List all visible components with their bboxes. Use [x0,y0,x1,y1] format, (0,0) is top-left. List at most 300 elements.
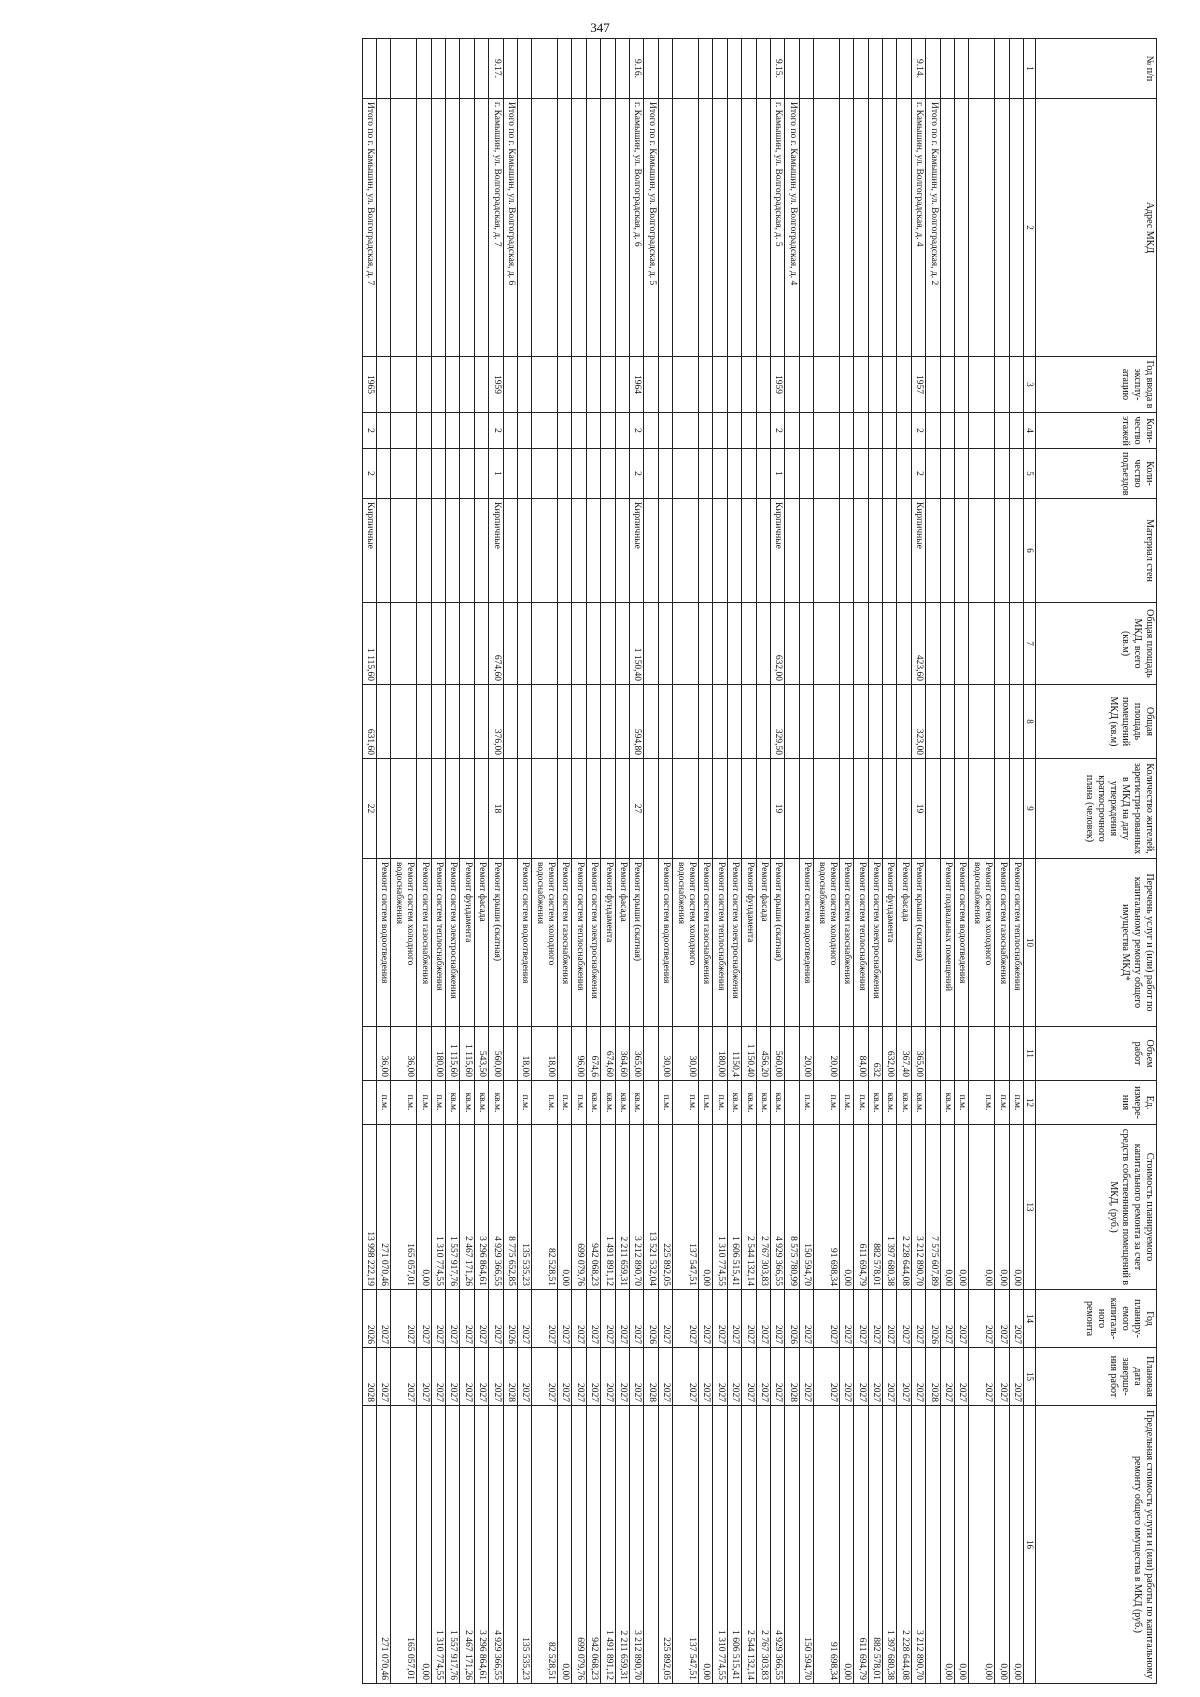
cell-col-1 [854,39,868,99]
cell-col-4 [517,413,531,449]
cell-col-11: 30,00 [658,1027,672,1081]
cell-col-6 [1009,499,1023,603]
cell-col-13: 0,00 [417,1125,431,1290]
cell-col-7 [644,603,658,685]
cell-col-9: 27 [630,759,644,859]
cell-col-6: Кирпичные [362,499,376,603]
column-header-9: Количество жителей, зарегистри-рованных в МКД на дату утверждения краткосрочного плана (человек) [1036,759,1157,859]
cell-col-13: 150 594,70 [799,1125,813,1290]
cell-col-13: 0,00 [699,1125,713,1290]
cell-col-5 [474,449,488,499]
cell-col-10: Ремонт фундамента [460,859,474,1027]
cell-col-4 [897,413,911,449]
cell-col-7 [503,603,517,685]
cell-col-1 [742,39,756,99]
cell-col-2 [615,99,629,357]
cell-col-6 [727,499,741,603]
cell-col-14: 2027 [713,1290,727,1348]
table-row [460,39,474,1684]
cell-col-13: 942 068,23 [586,1125,600,1290]
cell-col-11 [362,1027,376,1081]
cell-col-13: 3 212 890,70 [911,1125,925,1290]
cell-col-9 [673,759,699,859]
cell-col-5 [503,449,517,499]
cell-col-2 [558,99,572,357]
cell-col-3 [883,357,897,413]
cell-col-15: 2027 [770,1348,784,1406]
cell-col-15: 2027 [727,1348,741,1406]
cell-col-12: кв.м. [460,1081,474,1125]
cell-col-12: п.м. [969,1081,995,1125]
cell-col-16: 3 212 890,70 [630,1406,644,1684]
cell-col-2 [799,99,813,357]
cell-col-12 [644,1081,658,1125]
cell-col-13: 0,00 [969,1125,995,1290]
cell-col-14: 2027 [854,1290,868,1348]
cell-col-13: 0,00 [995,1125,1009,1290]
cell-col-16: 2 228 644,08 [897,1406,911,1684]
cell-col-4 [658,413,672,449]
cell-col-9 [474,759,488,859]
cell-col-5: 1 [489,449,503,499]
cell-col-4 [727,413,741,449]
cell-col-2 [742,99,756,357]
cell-col-2 [969,99,995,357]
cell-col-6 [839,499,853,603]
cell-col-16: 1 397 680,38 [883,1406,897,1684]
column-header-16: Предельная стоимость услуги и (или) работы по капитальному ремонту общего имущества в МКД (руб.) [1036,1406,1157,1684]
cell-col-10 [785,859,799,1027]
cell-col-12: п.м. [854,1081,868,1125]
cell-col-3: 1959 [770,357,784,413]
cell-col-13: 7 575 607,89 [926,1125,940,1290]
cell-col-7: 632,00 [770,603,784,685]
cell-col-3: 1965 [362,357,376,413]
cell-col-16: 4 929 366,55 [770,1406,784,1684]
table-row [362,39,376,1684]
cell-col-9: 18 [489,759,503,859]
cell-col-8 [955,685,969,759]
table-row [727,39,741,1684]
cell-col-16 [644,1406,658,1684]
cell-col-3 [839,357,853,413]
cell-col-7 [572,603,586,685]
cell-col-8 [586,685,600,759]
cell-col-10: Ремонт систем холодного водоснабжения [814,859,840,1027]
table-row [586,39,600,1684]
cell-col-7 [926,603,940,685]
cell-col-7 [742,603,756,685]
cell-col-16: 271 070,46 [377,1406,391,1684]
cell-col-3 [558,357,572,413]
cell-col-12: кв.м. [911,1081,925,1125]
cell-col-15: 2027 [489,1348,503,1406]
cell-col-2: г. Камышин, ул. Волгоградская, д. 7 [489,99,503,357]
cell-col-6 [713,499,727,603]
cell-col-1 [897,39,911,99]
cell-col-15: 2027 [474,1348,488,1406]
column-header-13: Стоимость планируемого капитального ремонта за счет средств собственников помещений в МКД, (руб.) [1036,1125,1157,1290]
rotated-table-frame [47,38,1157,1683]
cell-col-15: 2027 [558,1348,572,1406]
cell-col-6 [868,499,882,603]
cell-col-6 [699,499,713,603]
cell-col-8 [431,685,445,759]
cell-col-13: 91 698,34 [814,1125,840,1290]
cell-col-9 [854,759,868,859]
cell-col-1 [756,39,770,99]
cell-col-16 [926,1406,940,1684]
cell-col-12: кв.м. [770,1081,784,1125]
cell-col-10: Ремонт систем электроснабжения [727,859,741,1027]
cell-col-16: 1 310 774,55 [431,1406,445,1684]
column-number-15: 15 [1024,1348,1036,1406]
cell-col-10: Ремонт систем электроснабжения [445,859,459,1027]
cell-col-14: 2027 [558,1290,572,1348]
cell-col-2 [814,99,840,357]
cell-col-14: 2027 [417,1290,431,1348]
cell-col-4 [814,413,840,449]
column-number-9: 9 [1024,759,1036,859]
cell-col-3 [814,357,840,413]
cell-col-3 [431,357,445,413]
cell-col-5 [460,449,474,499]
cell-col-11: 18,00 [532,1027,558,1081]
cell-col-8: 631,60 [362,685,376,759]
cell-col-14: 2027 [799,1290,813,1348]
cell-col-12: кв.м. [868,1081,882,1125]
cell-col-10: Ремонт систем холодного водоснабжения [969,859,995,1027]
cell-col-11 [839,1027,853,1081]
cell-col-4 [474,413,488,449]
cell-col-1 [955,39,969,99]
cell-col-12: п.м. [391,1081,417,1125]
table-row [897,39,911,1684]
cell-col-15: 2027 [883,1348,897,1406]
cell-col-11: 632 [868,1027,882,1081]
cell-col-16: 0,00 [839,1406,853,1684]
cell-col-10: Ремонт систем водоотведения [377,859,391,1027]
cell-col-16: 942 068,23 [586,1406,600,1684]
column-number-13: 13 [1024,1125,1036,1290]
cell-col-8 [474,685,488,759]
cell-col-5 [673,449,699,499]
cell-col-10: Ремонт фасада [615,859,629,1027]
cell-col-14: 2027 [630,1290,644,1348]
cell-col-13: 165 057,01 [391,1125,417,1290]
cell-col-3 [391,357,417,413]
cell-col-2 [995,99,1009,357]
cell-col-14: 2027 [969,1290,995,1348]
cell-col-7 [814,603,840,685]
cell-col-16: 0,00 [955,1406,969,1684]
cell-col-12: кв.м. [883,1081,897,1125]
table-row [658,39,672,1684]
cell-col-3 [601,357,615,413]
cell-col-6 [883,499,897,603]
cell-col-16: 0,00 [699,1406,713,1684]
cell-col-4 [785,413,799,449]
cell-col-13: 0,00 [955,1125,969,1290]
cell-col-6 [417,499,431,603]
cell-col-5 [615,449,629,499]
cell-col-9 [517,759,531,859]
cell-col-7 [995,603,1009,685]
cell-col-11 [558,1027,572,1081]
cell-col-5 [839,449,853,499]
cell-col-11 [699,1027,713,1081]
cell-col-9 [586,759,600,859]
cell-col-9 [955,759,969,859]
cell-col-16 [503,1406,517,1684]
cell-col-11: 674,6 [586,1027,600,1081]
cell-col-12 [785,1081,799,1125]
cell-col-15: 2027 [911,1348,925,1406]
cell-col-7 [799,603,813,685]
cell-col-5 [756,449,770,499]
cell-col-11: 20,00 [814,1027,840,1081]
cell-col-12: кв.м. [940,1081,954,1125]
cell-col-4 [756,413,770,449]
cell-col-7 [1009,603,1023,685]
cell-col-2 [868,99,882,357]
cell-col-4 [615,413,629,449]
cell-col-16: 150 594,70 [799,1406,813,1684]
cell-col-8 [558,685,572,759]
table-row [699,39,713,1684]
cell-col-5 [532,449,558,499]
cell-col-11: 364,60 [615,1027,629,1081]
cell-col-6 [940,499,954,603]
cell-col-11: 365,00 [911,1027,925,1081]
cell-col-11: 20,00 [799,1027,813,1081]
cell-col-15: 2028 [926,1348,940,1406]
cell-col-16: 1 310 774,55 [713,1406,727,1684]
table-row [503,39,517,1684]
cell-col-1 [586,39,600,99]
cell-col-11: 18,00 [517,1027,531,1081]
cell-col-2 [517,99,531,357]
cell-col-9 [699,759,713,859]
cell-col-14: 2027 [1009,1290,1023,1348]
cell-col-3 [517,357,531,413]
column-number-7: 7 [1024,603,1036,685]
cell-col-8 [417,685,431,759]
cell-col-3 [969,357,995,413]
column-number-5: 5 [1024,449,1036,499]
cell-col-2 [713,99,727,357]
cell-col-1 [503,39,517,99]
cell-col-16: 0,00 [995,1406,1009,1684]
cell-col-2 [699,99,713,357]
cell-col-7 [756,603,770,685]
cell-col-1 [926,39,940,99]
cell-col-5 [377,449,391,499]
cell-col-1 [445,39,459,99]
table-row [799,39,813,1684]
cell-col-10: Ремонт систем электроснабжения [586,859,600,1027]
cell-col-11: 365,00 [630,1027,644,1081]
cell-col-11: 560,00 [489,1027,503,1081]
cell-col-6 [814,499,840,603]
cell-col-6: Кирпичные [911,499,925,603]
cell-col-16: 3 212 890,70 [911,1406,925,1684]
table-row [756,39,770,1684]
table-row [601,39,615,1684]
cell-col-8 [644,685,658,759]
cell-col-9 [940,759,954,859]
cell-col-2 [839,99,853,357]
cell-col-7: 1 115,60 [362,603,376,685]
column-number-3: 3 [1024,357,1036,413]
cell-col-4 [1009,413,1023,449]
cell-col-7 [601,603,615,685]
cell-col-7 [431,603,445,685]
cell-col-13: 271 070,46 [377,1125,391,1290]
cell-col-4 [839,413,853,449]
cell-col-3 [727,357,741,413]
cell-col-15: 2027 [391,1348,417,1406]
column-number-4: 4 [1024,413,1036,449]
cell-col-6 [586,499,600,603]
cell-col-16: 4 929 366,55 [489,1406,503,1684]
cell-col-8: 323,00 [911,685,925,759]
cell-col-9 [969,759,995,859]
cell-col-12: п.м. [995,1081,1009,1125]
cell-col-8 [460,685,474,759]
cell-col-3 [532,357,558,413]
cell-col-5 [658,449,672,499]
cell-col-14: 2027 [883,1290,897,1348]
column-header-8: Общая площадь помещений МКД (кв.м) [1036,685,1157,759]
cell-col-6 [615,499,629,603]
cell-col-12: п.м. [658,1081,672,1125]
cell-col-15: 2027 [756,1348,770,1406]
cell-col-1 [431,39,445,99]
cell-col-5 [1009,449,1023,499]
cell-col-1 [532,39,558,99]
column-number-16: 16 [1024,1406,1036,1684]
cell-col-5 [727,449,741,499]
cell-col-2 [601,99,615,357]
table-row [969,39,995,1684]
cell-col-4 [417,413,431,449]
cell-col-13: 882 578,01 [868,1125,882,1290]
cell-col-3 [1009,357,1023,413]
cell-col-15: 2027 [431,1348,445,1406]
cell-col-3: 1959 [489,357,503,413]
cell-col-5 [995,449,1009,499]
table-row [572,39,586,1684]
cell-col-10: Ремонт систем холодного водоснабжения [673,859,699,1027]
cell-col-9 [445,759,459,859]
cell-col-14: 2026 [644,1290,658,1348]
cell-col-7 [940,603,954,685]
cell-col-5 [391,449,417,499]
cell-col-16: 1 557 917,76 [445,1406,459,1684]
cell-col-9 [742,759,756,859]
cell-col-12: кв.м. [489,1081,503,1125]
cell-col-10: Ремонт фундамента [742,859,756,1027]
cell-col-7 [673,603,699,685]
cell-col-8 [673,685,699,759]
cell-col-2 [955,99,969,357]
cell-col-8: 594,80 [630,685,644,759]
cell-col-5: 2 [911,449,925,499]
cell-col-4 [445,413,459,449]
cell-col-4 [586,413,600,449]
cell-col-14: 2027 [699,1290,713,1348]
cell-col-10 [503,859,517,1027]
cell-col-1 [785,39,799,99]
cell-col-8 [756,685,770,759]
cell-col-9 [377,759,391,859]
page-number: 347 [590,20,610,35]
cell-col-3 [572,357,586,413]
cell-col-6 [601,499,615,603]
cell-col-4 [699,413,713,449]
cell-col-5 [799,449,813,499]
column-header-4: Коли-чество этажей [1036,413,1157,449]
cell-col-16: 91 698,34 [814,1406,840,1684]
cell-col-1 [658,39,672,99]
column-header-6: Материал стен [1036,499,1157,603]
cell-col-2 [586,99,600,357]
cell-col-1 [727,39,741,99]
cell-col-12: п.м. [532,1081,558,1125]
cell-col-16 [362,1406,376,1684]
cell-col-8 [503,685,517,759]
cell-col-13: 1 397 680,38 [883,1125,897,1290]
table-row [417,39,431,1684]
cell-col-1 [377,39,391,99]
cell-col-14: 2027 [474,1290,488,1348]
cell-col-10: Ремонт крыши (скатная) [630,859,644,1027]
cell-col-14: 2027 [911,1290,925,1348]
column-number-6: 6 [1024,499,1036,603]
cell-col-5 [785,449,799,499]
cell-col-13: 3 296 864,61 [474,1125,488,1290]
cell-col-9 [868,759,882,859]
cell-col-10 [644,859,658,1027]
cell-col-16: 2 211 659,31 [615,1406,629,1684]
cell-col-3 [995,357,1009,413]
cell-col-10: Ремонт систем теплоснабжения [431,859,445,1027]
cell-col-1 [799,39,813,99]
cell-col-6 [532,499,558,603]
column-number-10: 10 [1024,859,1036,1027]
cell-col-9 [814,759,840,859]
cell-col-13: 1 310 774,55 [431,1125,445,1290]
cell-col-4 [572,413,586,449]
cell-col-15: 2027 [742,1348,756,1406]
cell-col-9 [995,759,1009,859]
cell-col-2: Итого по г. Камышин, ул. Волгоградская, д. 7 [362,99,376,357]
cell-col-11: 36,00 [391,1027,417,1081]
cell-col-1 [995,39,1009,99]
cell-col-3 [445,357,459,413]
table-row [955,39,969,1684]
table-row [926,39,940,1684]
cell-col-11 [1009,1027,1023,1081]
cell-col-8 [532,685,558,759]
cell-col-15: 2027 [995,1348,1009,1406]
cell-col-9 [727,759,741,859]
cell-col-12 [503,1081,517,1125]
cell-col-10: Ремонт систем водоотведения [799,859,813,1027]
cell-col-14: 2027 [586,1290,600,1348]
cell-col-4 [940,413,954,449]
